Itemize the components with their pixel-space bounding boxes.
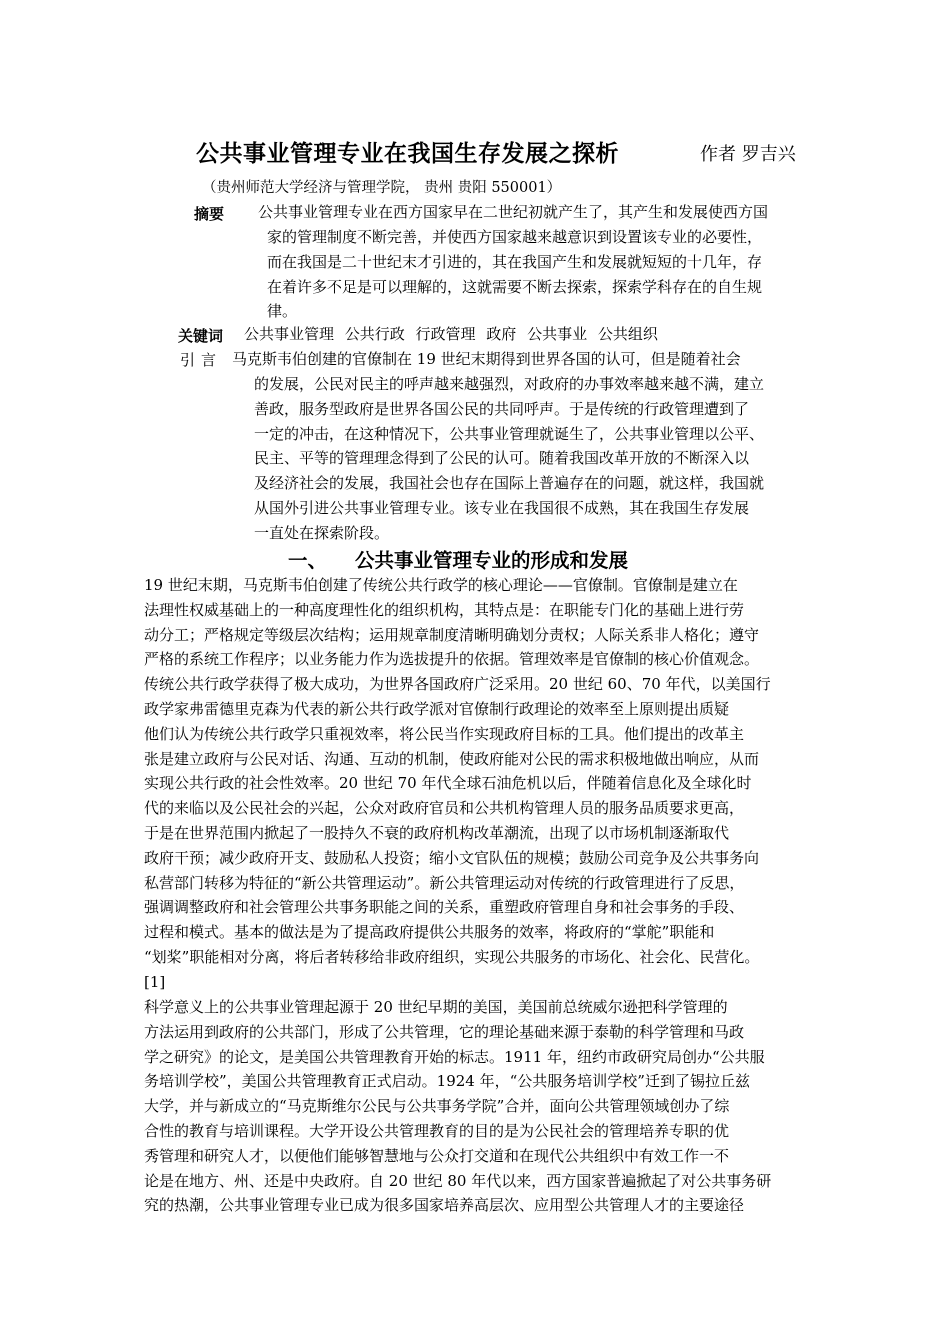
paragraph-line: 传统公共行政学获得了极大成功，为世界各国政府广泛采用。20 世纪 60、70 年代，以美国行 xyxy=(144,675,771,694)
section-paragraph-2 xyxy=(144,995,771,1218)
abstract-line: 而在我国是二十世纪末才引进的，其在我国产生和发展就短短的十几年，存 xyxy=(267,252,763,271)
section-title: 公共事业管理专业的形成和发展 xyxy=(355,549,629,572)
paragraph-line: 法理性权威基础上的一种高度理性化的组织机构，其特点是：在职能专门化的基础上进行劳 xyxy=(144,600,745,619)
abstract-line: 在着许多不足是可以理解的，这就需要不断去探索，探索学科存在的自生规 xyxy=(267,277,763,296)
paragraph-line: 严格的系统工作程序；以业务能力作为选拔提升的依据。管理效率是官僚制的核心价值观念。 xyxy=(144,650,760,669)
intro-body xyxy=(254,372,764,546)
affiliation: （贵州师范大学经济与管理学院， 贵州 贵阳 550001） xyxy=(202,180,562,196)
paragraph-line: “划桨”职能相对分离，将后者转移给非政府组织，实现公共服务的市场化、社会化、民营化。 xyxy=(144,947,760,966)
abstract-first-line xyxy=(258,200,768,225)
paragraph-line: 强调调整政府和社会管理公共事务职能之间的关系，重塑政府管理自身和社会事务的手段、 xyxy=(144,898,745,917)
paragraph-line: 他们认为传统公共行政学只重视效率，将公民当作实现政府目标的工具。他们提出的改革主 xyxy=(144,724,745,743)
paragraph-line: 代的来临以及公民社会的兴起，公众对政府官员和公共机构管理人员的服务品质要求更高， xyxy=(144,799,745,818)
paragraph-line: 张是建立政府与公民对话、沟通、互动的机制，使政府能对公民的需求积极地做出响应，从而 xyxy=(144,749,760,768)
paragraph-line: 学之研究》的论文，是美国公共管理教育开始的标志。1911 年，纽约市政研究局创办“公共服 xyxy=(144,1047,765,1066)
paragraph-line: 方法运用到政府的公共部门，形成了公共管理，它的理论基础来源于泰勒的科学管理和马政 xyxy=(144,1022,745,1041)
section-heading xyxy=(288,545,628,573)
abstract-line: 家的管理制度不断完善，并使西方国家越来越意识到设置该专业的必要性， xyxy=(267,228,763,246)
intro-line: 民主、平等的管理理念得到了公民的认可。随着我国改革开放的不断深入以 xyxy=(254,449,750,468)
section-paragraph-1 xyxy=(144,573,771,995)
citation-mark: [1] xyxy=(144,972,166,991)
intro-line: 一直处在探索阶段。 xyxy=(254,523,390,542)
paragraph-line: 过程和模式。基本的做法是为了提高政府提供公共服务的效率，将政府的“掌舵”职能和 xyxy=(144,923,715,942)
intro-label: 引言 xyxy=(180,351,223,369)
keywords-text: 公共事业管理 公共行政 行政管理 政府 公共事业 公共组织 xyxy=(244,325,658,343)
abstract-line: 律。 xyxy=(267,302,298,321)
paragraph-line: 动分工；严格规定等级层次结构；运用规章制度清晰明确划分责权；人际关系非人格化；遵守 xyxy=(144,625,760,644)
intro-line: 马克斯韦伯创建的官僚制在 19 世纪末期得到世界各国的认可，但是随着社会 xyxy=(232,350,741,368)
paragraph-line: 大学，并与新成立的“马克斯维尔公民与公共事务学院”合并，面向公共管理领域创办了综 xyxy=(144,1097,730,1116)
title-row xyxy=(196,135,836,169)
abstract-label: 摘要 xyxy=(194,205,225,223)
paragraph-line: 实现公共行政的社会性效率。20 世纪 70 年代全球石油危机以后，伴随着信息化及全球化时 xyxy=(144,774,752,793)
paragraph-line: 究的热潮，公共事业管理专业已成为很多国家培养高层次、应用型公共管理人才的主要途径 xyxy=(144,1196,745,1215)
intro-line: 从国外引进公共事业管理专业。该专业在我国很不成熟，其在我国生存发展 xyxy=(254,498,750,517)
intro-line: 及经济社会的发展，我国社会也存在国际上普遍存在的问题，就这样，我国就 xyxy=(254,474,765,493)
intro-line: 一定的冲击，在这种情况下，公共事业管理就诞生了，公共事业管理以公平、 xyxy=(254,424,765,443)
paragraph-line: 合性的教育与培训课程。大学开设公共管理教育的目的是为公民社会的管理培养专职的优 xyxy=(144,1121,730,1140)
paragraph-line: 私营部门转移为特征的“新公共管理运动”。新公共管理运动对传统的行政管理进行了反思， xyxy=(144,873,745,892)
abstract-line: 公共事业管理专业在西方国家早在二世纪初就产生了，其产生和发展使西方国 xyxy=(258,203,769,221)
paragraph-line: 科学意义上的公共事业管理起源于 20 世纪早期的美国，美国前总统威尔逊把科学管理的 xyxy=(144,998,728,1016)
paragraph-line: 论是在地方、州、还是中央政府。自 20 世纪 80 年代以来，西方国家普遍掀起了对公共事务研 xyxy=(144,1171,772,1190)
paragraph-line: 秀管理和研究人才，以便他们能够智慧地与公众打交道和在现代公共组织中有效工作一不 xyxy=(144,1146,730,1165)
paragraph-line: 政府干预；减少政府开支、鼓励私人投资；缩小文官队伍的规模；鼓励公司竞争及公共事务向 xyxy=(144,848,760,867)
paragraph-line: 于是在世界范围内掀起了一股持久不衰的政府机构改革潮流，出现了以市场机制逐渐取代 xyxy=(144,823,730,842)
document-title: 公共事业管理专业在我国生存发展之探析 xyxy=(196,141,619,167)
paragraph-line: 务培训学校”，美国公共管理教育正式启动。1924 年，“公共服务培训学校”迁到了锡拉丘兹 xyxy=(144,1072,750,1091)
intro-first-line xyxy=(232,347,741,372)
keywords-label: 关键词 xyxy=(178,327,224,345)
paragraph-line: 政学家弗雷德里克森为代表的新公共行政学派对官僚制行政理论的效率至上原则提出质疑 xyxy=(144,699,730,718)
abstract-body xyxy=(267,225,762,324)
intro-line: 的发展，公民对民主的呼声越来越强烈，对政府的办事效率越来越不满，建立 xyxy=(254,375,765,393)
section-number: 一、 xyxy=(288,549,328,572)
author-line: 作者 罗吉兴 xyxy=(700,144,796,165)
intro-line: 善政，服务型政府是世界各国公民的共同呼声。于是传统的行政管理遭到了 xyxy=(254,399,750,418)
paragraph-line: 19 世纪末期，马克斯韦伯创建了传统公共行政学的核心理论——官僚制。官僚制是建立在 xyxy=(144,576,738,594)
